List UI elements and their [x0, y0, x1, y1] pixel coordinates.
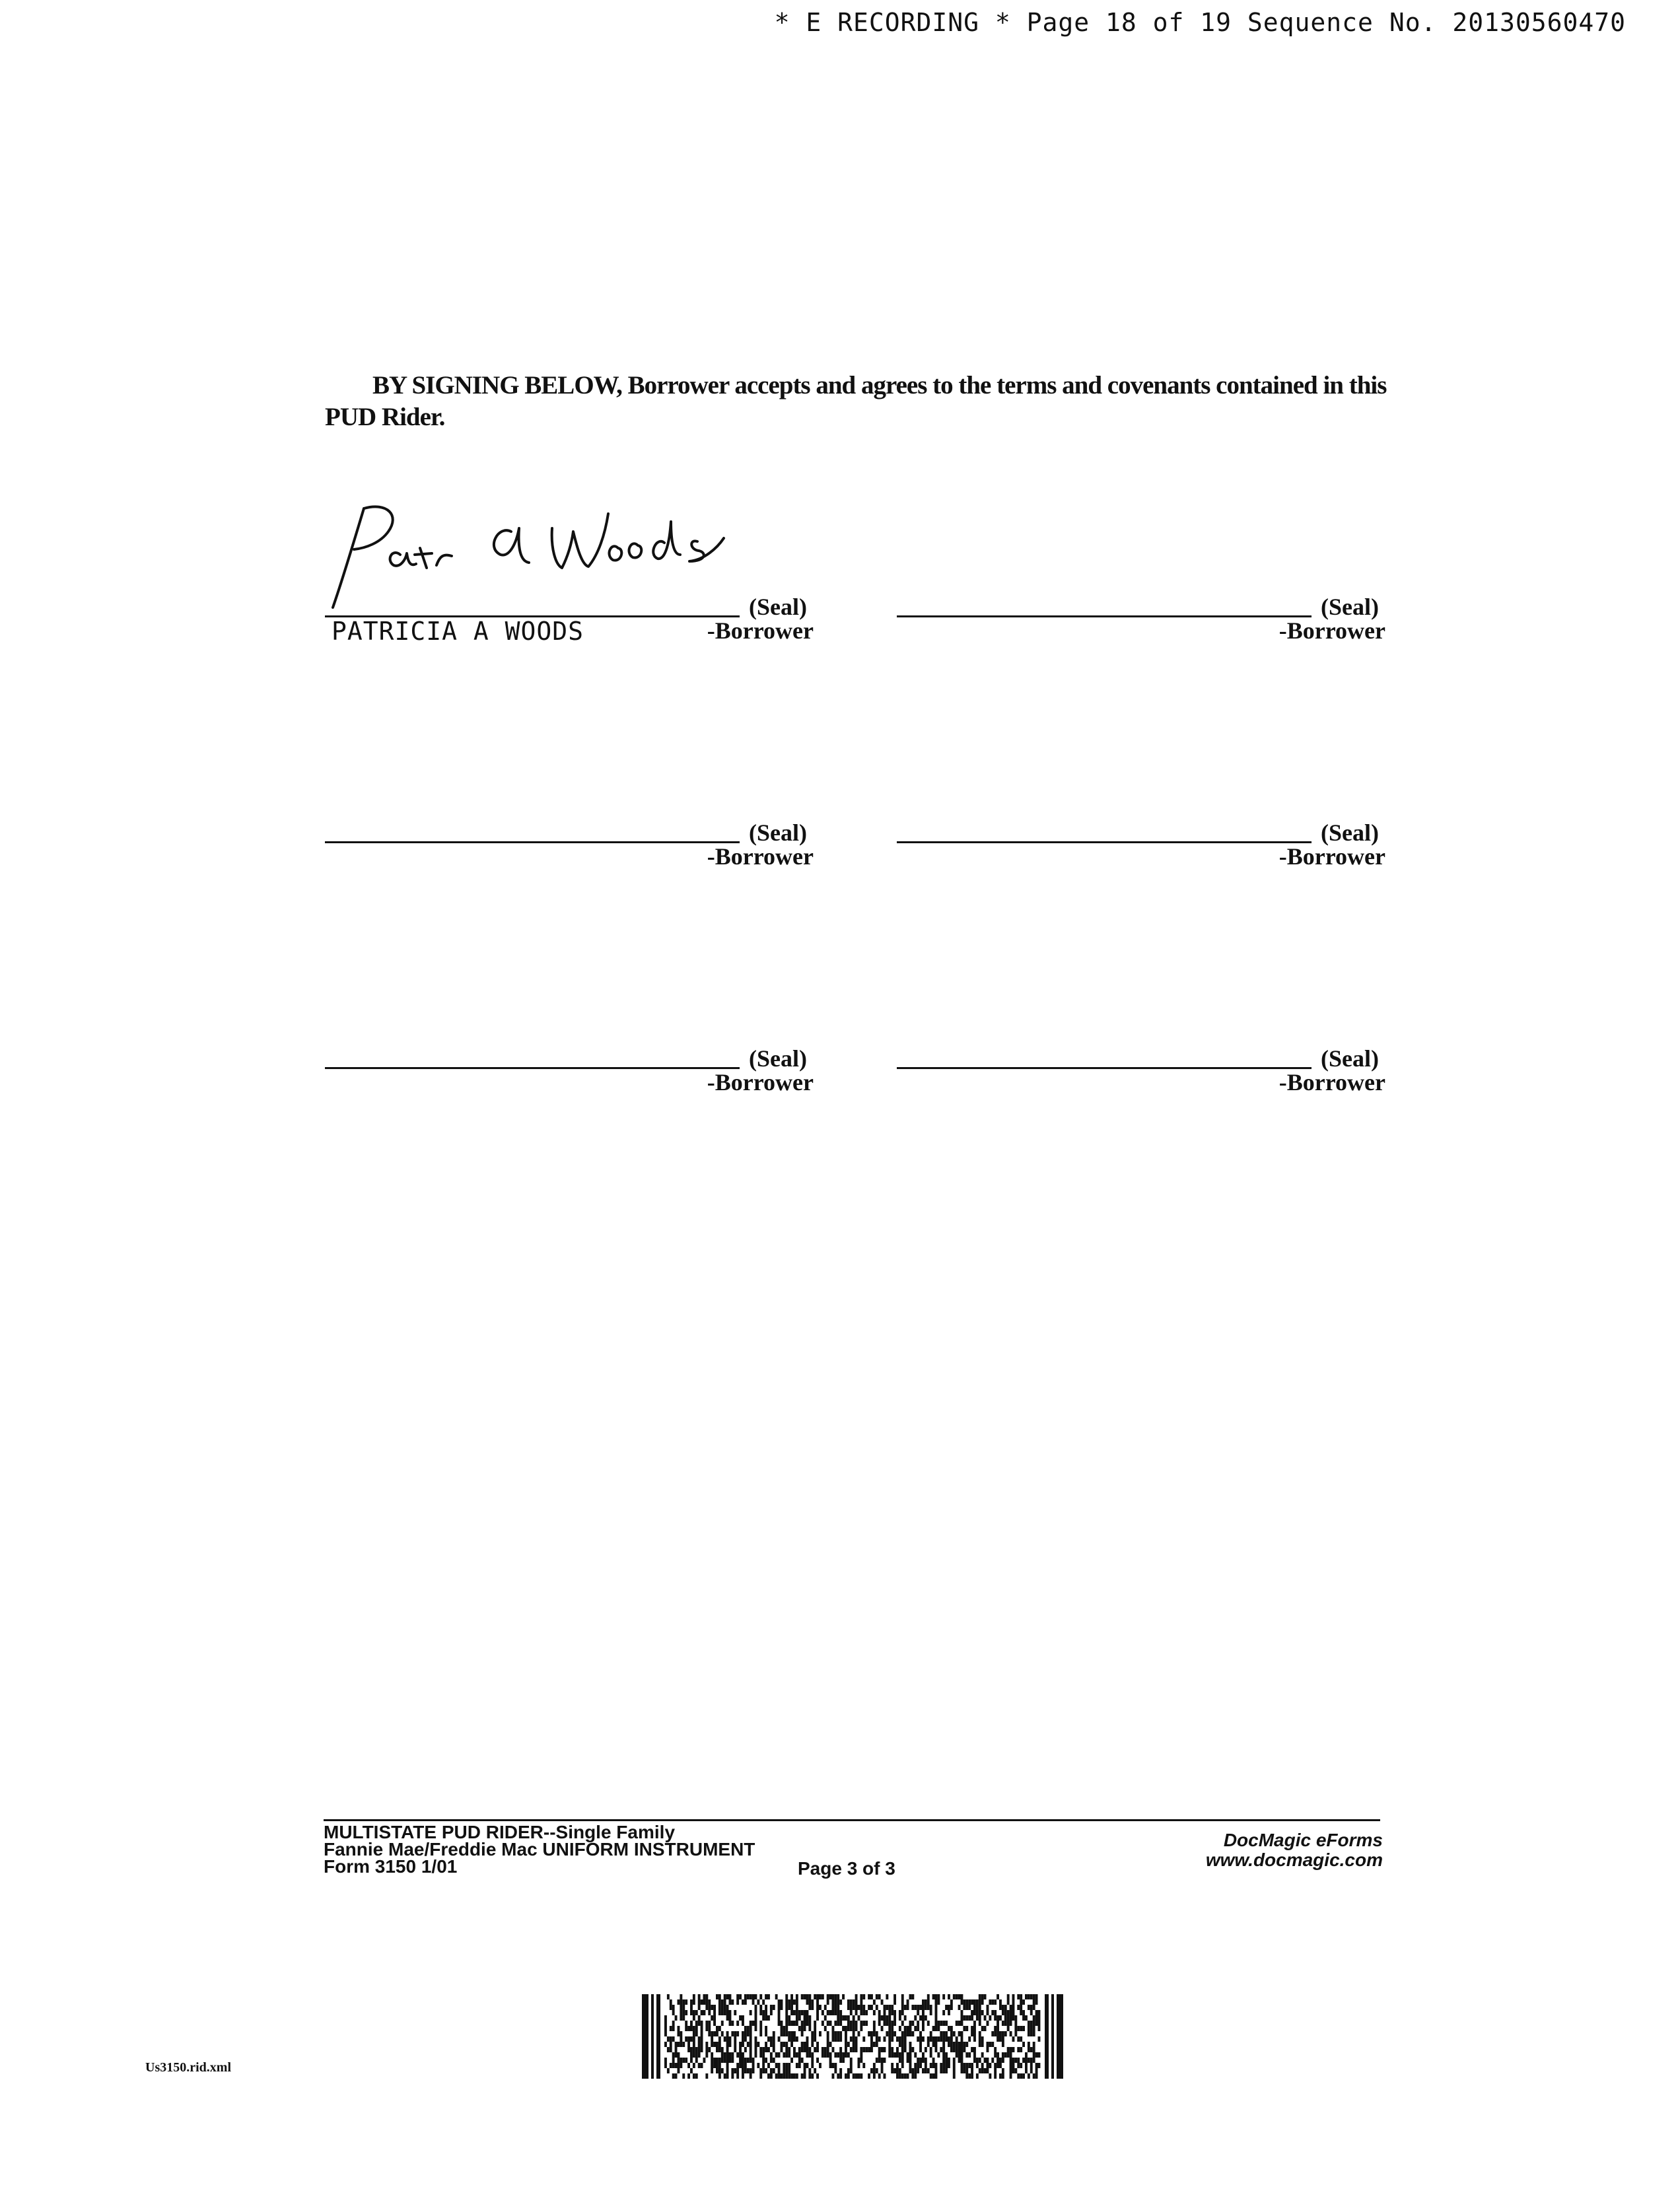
signature-line	[897, 1067, 1312, 1069]
borrower-label: -Borrower	[707, 617, 814, 644]
signature-line	[897, 615, 1312, 617]
agreement-paragraph	[325, 370, 1408, 433]
footer-form-info	[324, 1824, 755, 1875]
signature-block-4	[897, 819, 1385, 893]
instrument-label: Fannie Mae/Freddie Mac UNIFORM INSTRUMENT	[324, 1839, 755, 1859]
page-number: Page 3 of 3	[798, 1858, 895, 1879]
brand-logo: DocMagic eForms	[1223, 1830, 1383, 1850]
borrower-label: -Borrower	[1278, 1069, 1385, 1095]
signature-block-2	[897, 594, 1385, 667]
signature-line	[325, 1067, 740, 1069]
borrower-label: -Borrower	[707, 1069, 814, 1095]
borrower-label: -Borrower	[1278, 617, 1385, 644]
signature-line	[325, 841, 740, 843]
borrower-name: PATRICIA A WOODS	[332, 617, 584, 646]
form-number: Form 3150 1/01	[324, 1856, 458, 1877]
agreement-text: BY SIGNING BELOW, Borrower accepts and agrees to the terms and covenants contained in this PUD Rider.	[325, 371, 1387, 431]
footer-rule	[324, 1819, 1380, 1821]
seal-label: (Seal)	[749, 1045, 807, 1072]
seal-label: (Seal)	[749, 819, 807, 846]
seal-label: (Seal)	[1321, 594, 1379, 620]
borrower-label: -Borrower	[707, 843, 814, 870]
file-identifier: Us3150.rid.xml	[145, 2060, 231, 2075]
seal-label: (Seal)	[1321, 819, 1379, 846]
recording-header: * E RECORDING * Page 18 of 19 Sequence No. 20130560470	[774, 8, 1626, 37]
handwritten-signature	[328, 502, 750, 614]
docmagic-branding	[1206, 1830, 1383, 1870]
signature-block-5	[325, 1045, 814, 1119]
seal-label: (Seal)	[1321, 1045, 1379, 1072]
barcode-image	[642, 1994, 1065, 2079]
signature-block-1	[325, 594, 814, 667]
borrower-label: -Borrower	[1278, 843, 1385, 870]
signature-line	[897, 841, 1312, 843]
brand-website: www.docmagic.com	[1205, 1850, 1383, 1870]
signature-block-3	[325, 819, 814, 893]
seal-label: (Seal)	[749, 594, 807, 620]
form-title: MULTISTATE PUD RIDER--Single Family	[324, 1822, 676, 1842]
signature-block-6	[897, 1045, 1385, 1119]
